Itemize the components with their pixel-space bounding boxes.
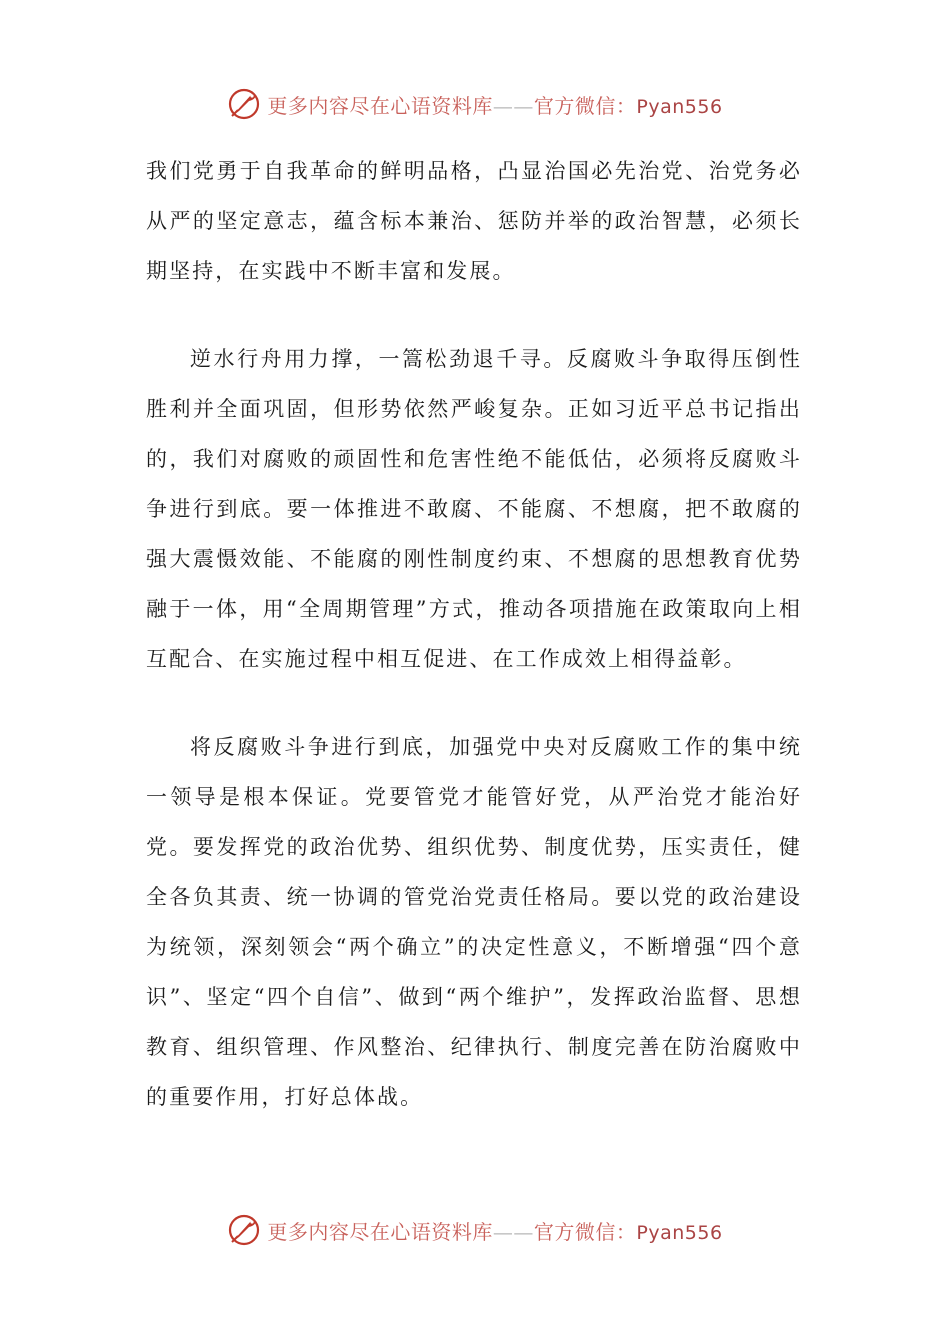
footer-banner [0, 1210, 950, 1250]
header-banner [0, 84, 950, 124]
paragraph-1: 我们党勇于自我革命的鲜明品格，凸显治国必先治党、治党务必从严的坚定意志，蕴含标本兼治、惩防并举的政治智慧，必须长期坚持，在实践中不断丰富和发展。 [146, 159, 802, 283]
quill-logo-icon [227, 1213, 261, 1247]
header-dash: —— [492, 93, 534, 118]
header-wechat-label: 官方微信： [533, 93, 637, 118]
footer-wechat-label: 官方微信： [533, 1219, 637, 1244]
footer-wechat-id: Pyan556 [636, 1221, 723, 1244]
header-wechat-id: Pyan556 [636, 95, 723, 118]
footer-dash: —— [492, 1219, 534, 1244]
header-text [267, 90, 722, 119]
paragraph-2: 逆水行舟用力撑，一篙松劲退千寻。反腐败斗争取得压倒性胜利并全面巩固，但形势依然严峻复杂。正如习近平总书记指出的，我们对腐败的顽固性和危害性绝不能低估，必须将反腐败斗争进行到底。要一体推进不敢腐、不能腐、不想腐，把不敢腐的强大震慑效能、不能腐的刚性制度约束、不想腐的思想教育优势融于一体，用“全周期管理”方式，推动各项措施在政策取向上相互配合、在实施过程中相互促进、在工作成效上相得益彰。 [146, 347, 802, 671]
paragraph-gap [146, 684, 802, 722]
footer-text [267, 1216, 722, 1245]
header-site-text: 更多内容尽在心语资料库 [267, 93, 493, 118]
paragraph-gap [146, 296, 802, 334]
footer-site-text: 更多内容尽在心语资料库 [267, 1219, 493, 1244]
quill-logo-icon [227, 87, 261, 121]
article-body [146, 146, 802, 1122]
paragraph-3: 将反腐败斗争进行到底，加强党中央对反腐败工作的集中统一领导是根本保证。党要管党才能管好党，从严治党才能治好党。要发挥党的政治优势、组织优势、制度优势，压实责任，健全各负其责、统一协调的管党治党责任格局。要以党的政治建设为统领，深刻领会“两个确立”的决定性意义，不断增强“四个意识”、坚定“四个自信”、做到“两个维护”，发挥政治监督、思想教育、组织管理、作风整治、纪律执行、制度完善在防治腐败中的重要作用，打好总体战。 [146, 735, 802, 1109]
